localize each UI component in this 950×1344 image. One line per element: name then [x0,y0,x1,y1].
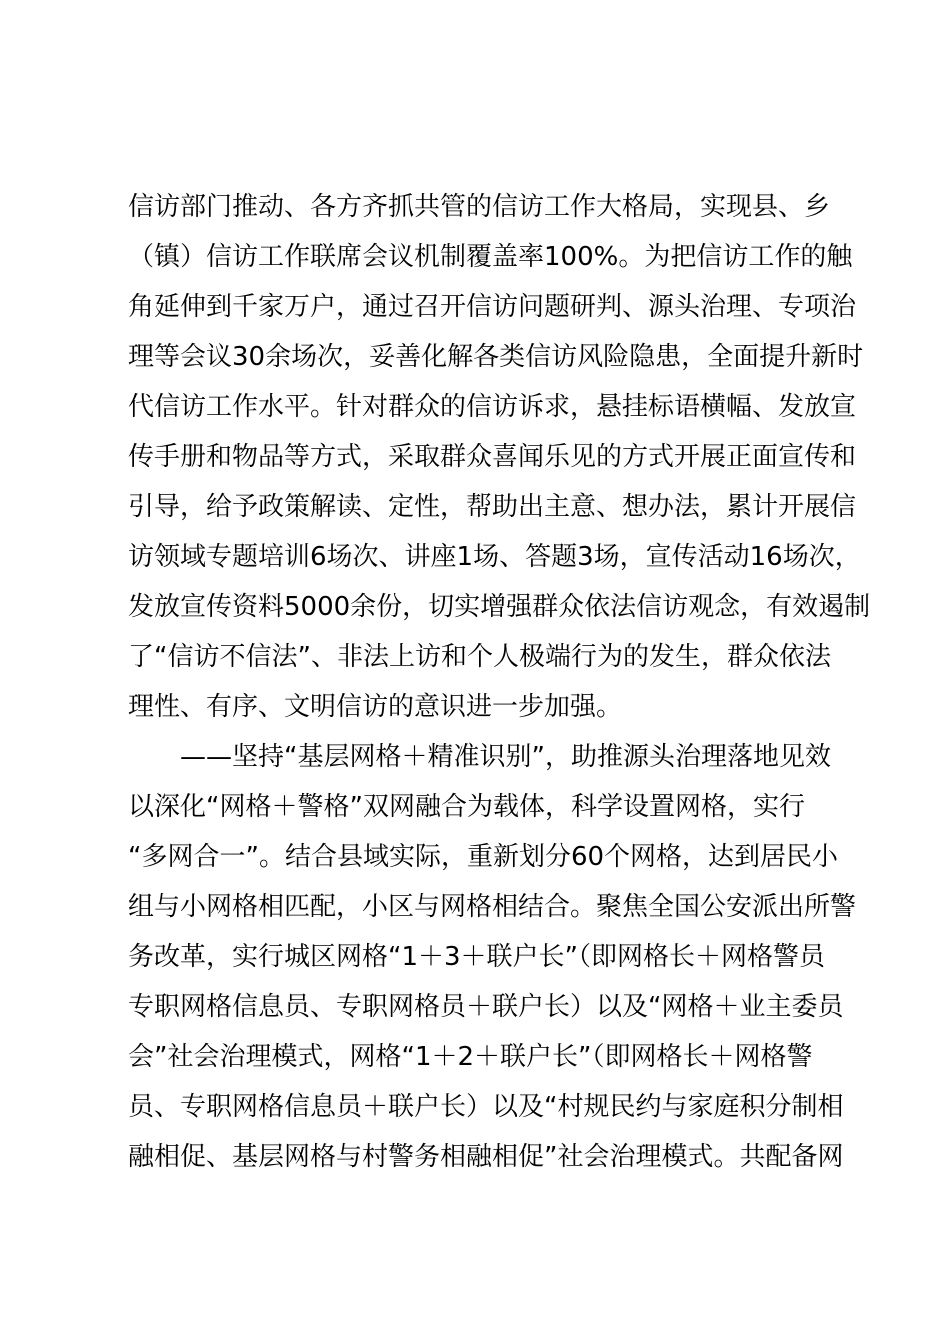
text-line-1: 信访部门推动、各方齐抓共管的信访工作大格局，实现县、乡 [128,192,831,222]
text-line-14: “多网合一”。结合县域实际，重新划分60个网格，达到居民小 [128,842,839,872]
text-line-13: 以深化“网格＋警格”双网融合为载体，科学设置网格，实行 [128,792,805,822]
text-line-11: 理性、有序、文明信访的意识进一步加强。 [128,692,623,722]
text-line-7: 引导，给予政策解读、定性，帮助出主意、想办法，累计开展信 [128,492,857,522]
text-line-2: （镇）信访工作联席会议机制覆盖率100%。为把信访工作的触 [128,242,853,272]
text-line-15: 组与小网格相匹配，小区与网格相结合。聚焦全国公安派出所警 [128,892,857,922]
text-line-17: 专职网格信息员、专职网格员＋联户长）以及“网格＋业主委员 [128,992,844,1022]
text-line-6: 传手册和物品等方式，采取群众喜闻乐见的方式开展正面宣传和 [128,442,857,472]
text-line-5: 代信访工作水平。针对群众的信访诉求，悬挂标语横幅、发放宣 [128,392,857,422]
text-line-4: 理等会议30余场次，妥善化解各类信访风险隐患，全面提升新时 [128,342,864,372]
text-line-8: 访领域专题培训6场次、讲座1场、答题3场，宣传活动16场次， [128,542,861,572]
text-line-19: 员、专职网格信息员＋联户长）以及“村规民约与家庭积分制相 [128,1092,844,1122]
text-line-9: 发放宣传资料5000余份，切实增强群众依法信访观念，有效遏制 [128,592,871,622]
text-line-10: 了“信访不信法”、非法上访和个人极端行为的发生，群众依法 [128,642,831,672]
text-line-16: 务改革，实行城区网格“1＋3＋联户长”（即网格长＋网格警员 [128,942,826,972]
text-line-20: 融相促、基层网格与村警务相融相促”社会治理模式。共配备网 [128,1142,844,1172]
text-line-3: 角延伸到千家万户，通过召开信访问题研判、源头治理、专项治 [128,292,857,322]
text-line-18: 会”社会治理模式，网格“1＋2＋联户长”（即网格长＋网格警 [128,1042,813,1072]
section-heading: ——坚持“基层网格＋精准识别”，助推源头治理落地见效 [180,742,831,772]
